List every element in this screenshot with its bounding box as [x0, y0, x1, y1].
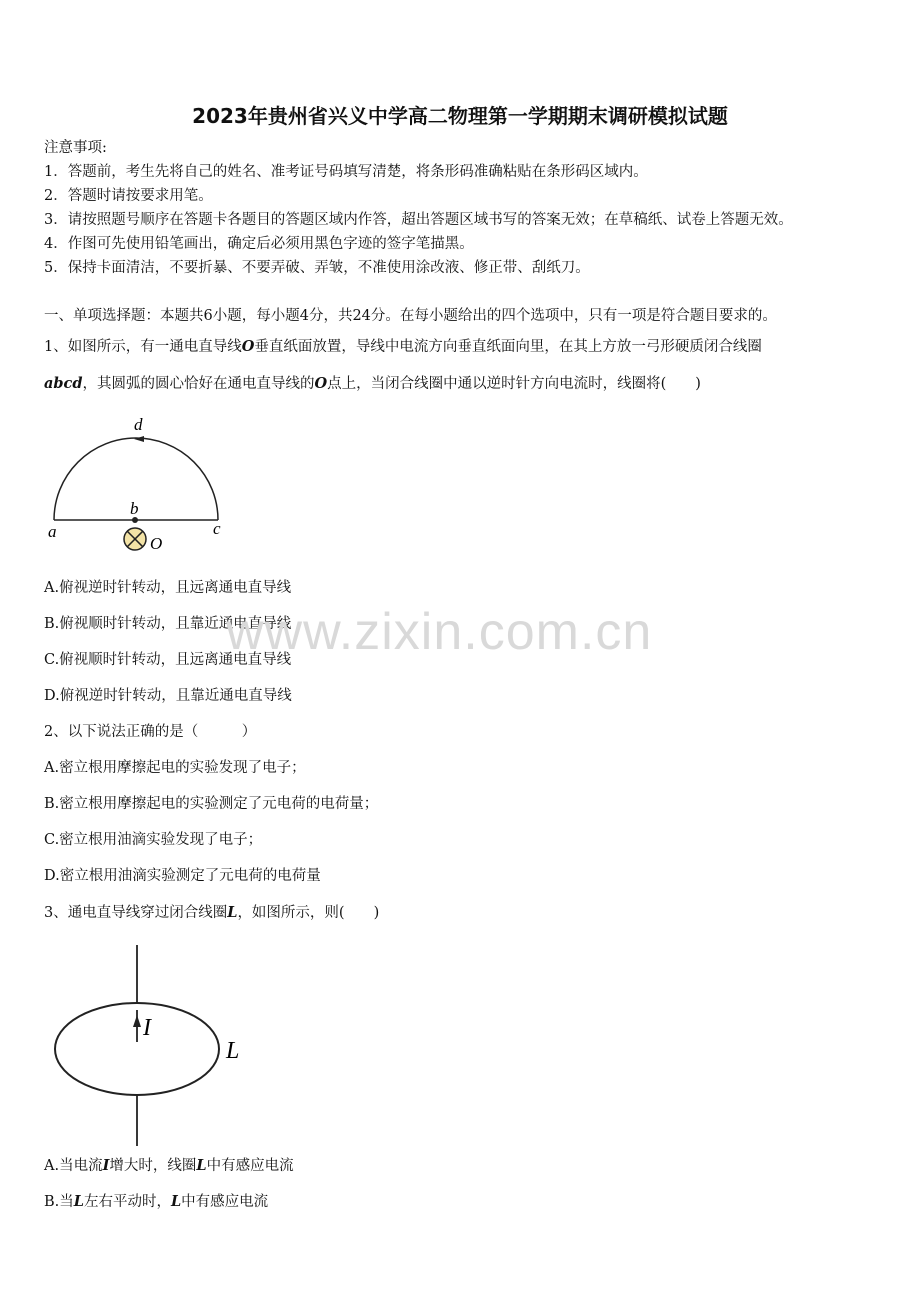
q1-option-d: D.俯视逆时针转动，且靠近通电直导线: [44, 688, 292, 704]
label-l: L: [226, 1038, 240, 1064]
q2-option-b: B.密立根用摩擦起电的实验测定了元电荷的电荷量；: [44, 796, 379, 812]
q3-b-var-l: L: [73, 1193, 84, 1210]
q3-a-text-1: A.当电流: [44, 1158, 103, 1174]
label-d: d: [134, 415, 143, 434]
q3-option-a: [44, 1156, 294, 1176]
q1-text-1: 1、如图所示，有一通电直导线: [44, 339, 242, 355]
label-b: b: [130, 499, 139, 518]
q3-text-2: ，如图所示，则( ): [237, 905, 380, 921]
q1-var-abcd: abcd: [44, 375, 83, 392]
q3-var-l: L: [227, 904, 238, 921]
q1-text-3: ，其圆弧的圆心恰好在通电直导线的: [82, 376, 315, 392]
q2-option-c: C.密立根用油滴实验发现了电子；: [44, 832, 263, 848]
q3-b-text-3: 中有感应电流: [181, 1194, 269, 1210]
q3-option-b: [44, 1192, 268, 1212]
notice-item-1: 1．答题前，考生先将自己的姓名、准考证号码填写清楚，将条形码准确粘贴在条形码区域内。: [44, 164, 648, 180]
q2-option-a: A.密立根用摩擦起电的实验发现了电子；: [44, 760, 306, 776]
notice-item-4: 4．作图可先使用铅笔画出，确定后必须用黑色字迹的签字笔描黑。: [44, 236, 474, 252]
notice-item-2: 2．答题时请按要求用笔。: [44, 188, 213, 204]
section-heading: 一、单项选择题：本题共6小题，每小题4分，共24分。在每小题给出的四个选项中，只有一项是符合题目要求的。: [44, 308, 777, 324]
q1-stem-line1: [44, 337, 762, 357]
q1-option-a: A.俯视逆时针转动，且远离通电直导线: [44, 580, 292, 596]
notice-item-3: 3．请按照题号顺序在答题卡各题目的答题区域内作答，超出答题区域书写的答案无效；在草稿纸、试卷上答题无效。: [44, 212, 793, 228]
label-c: c: [213, 519, 221, 538]
q3-b-text-1: B.当: [44, 1194, 74, 1210]
q1-figure: [40, 408, 240, 558]
label-a: a: [48, 522, 57, 541]
current-arrow-icon: [134, 436, 144, 442]
q3-a-var-l: L: [196, 1157, 207, 1174]
label-o: O: [150, 534, 163, 553]
current-up-arrow-icon: [133, 1015, 141, 1027]
q1-text-2: 垂直纸面放置，导线中电流方向垂直纸面向里，在其上方放一弓形硬质闭合线圈: [254, 339, 762, 355]
q1-option-b: B.俯视顺时针转动，且靠近通电直导线: [44, 616, 292, 632]
page-title: 2023年贵州省兴义中学高二物理第一学期期末调研模拟试题: [192, 104, 728, 128]
q1-var-o2: O: [314, 375, 328, 392]
q1-text-4: 点上，当闭合线圈中通以逆时针方向电流时，线圈将( ): [327, 376, 701, 392]
q3-figure: [50, 940, 260, 1150]
q3-a-text-2: 增大时，线圈: [109, 1158, 197, 1174]
q2-option-d: D.密立根用油滴实验测定了元电荷的电荷量: [44, 868, 321, 884]
q3-a-text-3: 中有感应电流: [206, 1158, 294, 1174]
watermark: www.zixin.com.cn: [226, 603, 653, 661]
q3-a-var-i: I: [102, 1157, 110, 1174]
label-i: I: [143, 1015, 151, 1041]
q3-b-var-l2: L: [170, 1193, 182, 1210]
q3-b-text-2: 左右平动时，: [83, 1194, 171, 1210]
q3-stem: [44, 903, 379, 923]
q3-text-1: 3、通电直导线穿过闭合线圈: [44, 905, 228, 921]
notice-heading: 注意事项:: [44, 140, 107, 156]
q2-stem: 2、以下说法正确的是（ ）: [44, 724, 257, 740]
q1-stem-line2: [44, 374, 701, 394]
notice-item-5: 5．保持卡面清洁，不要折暴、不要弄破、弄皱，不准使用涂改液、修正带、刮纸刀。: [44, 260, 590, 276]
q1-var-o: O: [241, 338, 255, 355]
q1-option-c: C.俯视顺时针转动，且远离通电直导线: [44, 652, 292, 668]
